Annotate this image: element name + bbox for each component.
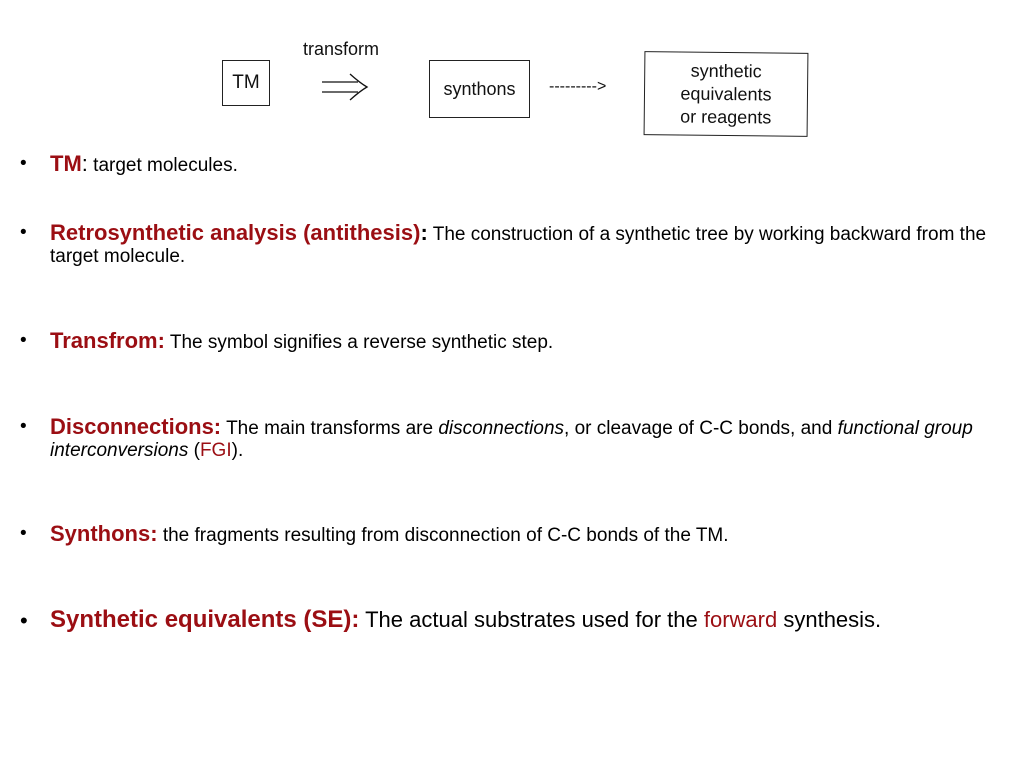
se-line-3: or reagents: [680, 106, 772, 127]
term-disconnections: Disconnections:: [50, 414, 222, 439]
synthons-box-label: synthons: [443, 78, 516, 99]
definition-transfrom: The symbol signifies a reverse synthetic step.: [164, 332, 554, 353]
synthetic-equivalents-box: [644, 51, 809, 137]
tm-box: [222, 60, 270, 106]
term-retro-colon: :: [420, 220, 428, 245]
bullet-synthons: [20, 521, 995, 547]
se-line-2: equivalents: [680, 83, 772, 104]
definition-disconnections-b: , or cleavage of C-C bonds, and: [564, 418, 838, 439]
bullet-tm: [20, 151, 995, 177]
definition-synthetic-equivalents-a: The actual substrates used for the: [359, 607, 704, 632]
bullet-transfrom: [20, 328, 995, 354]
synthons-box: [429, 60, 530, 118]
tm-box-label: TM: [232, 72, 260, 93]
bullet-dot: •: [20, 416, 27, 437]
bullet-disconnections: [20, 414, 995, 461]
term-retrosynthetic-analysis: Retrosynthetic analysis (antithesis): [50, 220, 421, 245]
term-synthons: Synthons:: [50, 521, 158, 546]
fgi-abbreviation: FGI: [199, 439, 232, 461]
forward-highlight: forward: [703, 607, 778, 632]
bullet-dot: •: [20, 608, 28, 633]
bullet-dot: •: [20, 222, 27, 243]
bullet-dot: •: [20, 523, 27, 544]
definition-disconnections-a: The main transforms are: [221, 418, 439, 439]
definition-synthetic-equivalents-b: synthesis.: [777, 607, 882, 632]
bullet-retrosynthetic-analysis: [20, 220, 995, 267]
dashed-arrow: --------->: [549, 78, 607, 95]
bullet-synthetic-equivalents: [20, 606, 995, 633]
definition-disconnections-c: (: [188, 439, 200, 461]
definition-retrosynthetic-analysis: The construction of a synthetic tree by working backward from the target molecule.: [50, 224, 987, 267]
se-box-text: [680, 59, 772, 129]
definition-tm: target molecules.: [87, 155, 238, 176]
definition-disconnections-em-a: disconnections: [438, 418, 565, 439]
definition-disconnections-d: ).: [231, 439, 244, 461]
se-line-1: synthetic: [690, 60, 762, 81]
definition-disconnections-em-b: functional group interconversions: [50, 418, 973, 461]
bullet-dot: •: [20, 153, 27, 174]
retrosynthesis-scheme: [0, 0, 1024, 150]
bullet-dot: •: [20, 330, 27, 351]
term-tm-colon: :: [81, 151, 88, 176]
definition-synthons: the fragments resulting from disconnection of C-C bonds of the TM.: [157, 525, 729, 546]
term-transfrom: Transfrom:: [50, 328, 165, 353]
retrosynthetic-arrow-icon: [320, 72, 370, 102]
term-tm: TM: [50, 151, 82, 176]
transform-label: transform: [303, 39, 380, 59]
term-synthetic-equivalents: Synthetic equivalents (SE):: [50, 606, 360, 633]
